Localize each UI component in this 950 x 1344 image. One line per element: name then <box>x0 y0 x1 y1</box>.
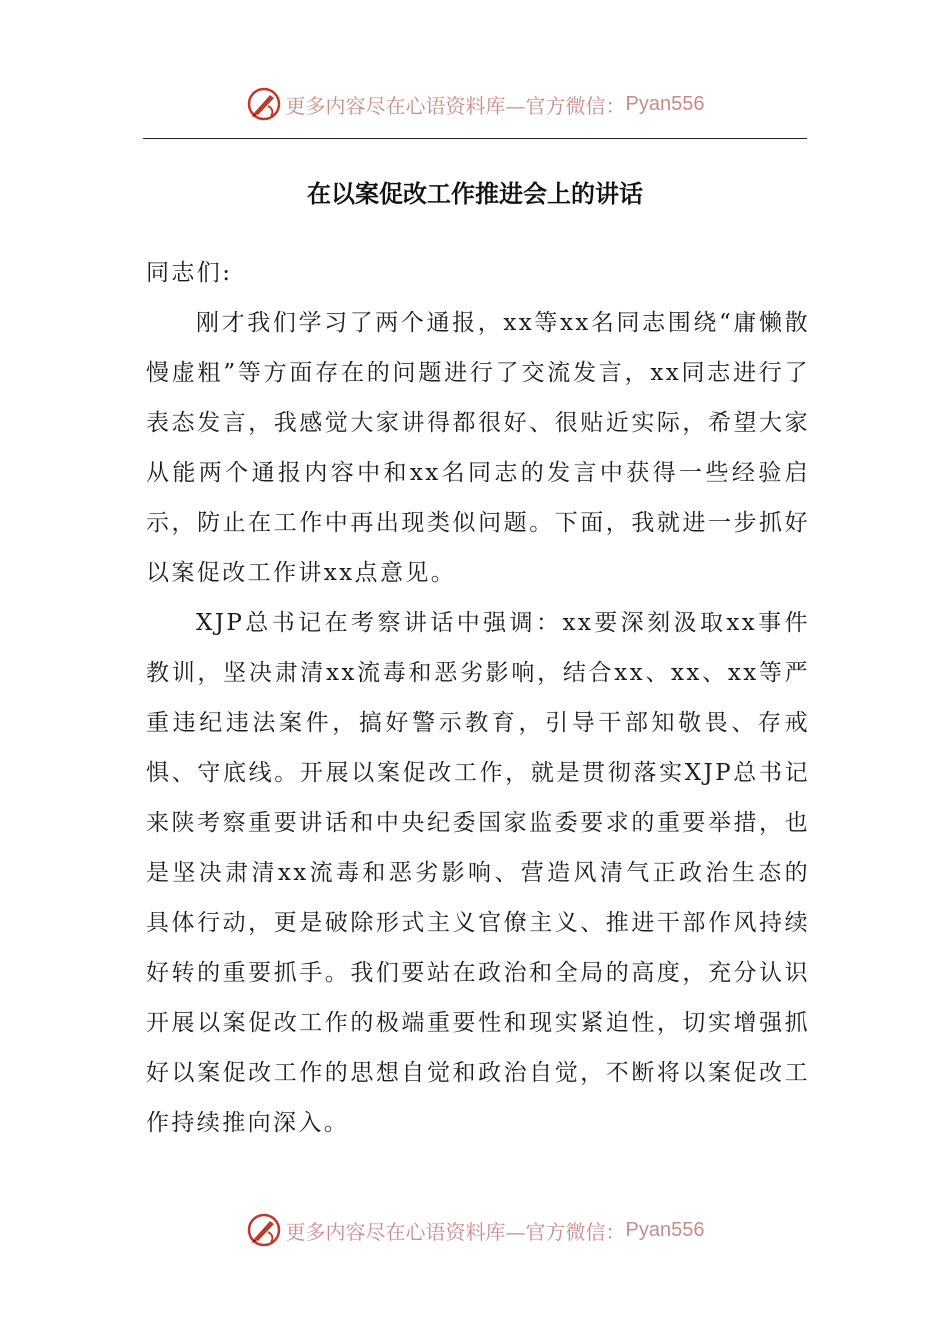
salutation: 同志们: <box>146 260 233 286</box>
header-banner <box>0 84 950 124</box>
paragraph-1: 刚才我们学习了两个通报，xx等xx名同志围绕“庸懒散慢虚粗”等方面存在的问题进行了交流发言，xx同志进行了表态发言，我感觉大家讲得都很好、很贴近实际，希望大家从能两个通报内容中和xx名同志的发言中获得一些经验启示，防止在工作中再出现类似问题。下面，我就进一步抓好以案促改工作讲xx点意见。 <box>146 310 810 586</box>
pen-circle-logo-icon <box>246 1212 282 1248</box>
footer-wechat-id: Pyan556 <box>625 1218 705 1241</box>
document-title: 在以案促改工作推进会上的讲话 <box>307 180 643 208</box>
header-banner-text: 更多内容尽在心语资料库—官方微信： <box>285 93 626 118</box>
header-wechat-id: Pyan556 <box>625 92 705 115</box>
pen-circle-logo-icon <box>246 86 282 122</box>
footer-banner <box>0 1210 950 1250</box>
footer-banner-text: 更多内容尽在心语资料库—官方微信： <box>285 1219 626 1244</box>
paragraph-2: XJP总书记在考察讲话中强调：xx要深刻汲取xx事件教训，坚决肃清xx流毒和恶劣影响，结合xx、xx、xx等严重违纪违法案件，搞好警示教育，引导干部知敬畏、存戒惧、守底线。开展以案促改工作，就是贯彻落实XJP总书记来陕考察重要讲话和中央纪委国家监委要求的重要举措，也是坚决肃清xx流毒和恶劣影响、营造风清气正政治生态的具体行动，更是破除形式主义官僚主义、推进干部作风持续好转的重要抓手。我们要站在政治和全局的高度，充分认识开展以案促改工作的极端重要性和现实紧迫性，切实增强抓好以案促改工作的思想自觉和政治自觉，不断将以案促改工作持续推向深入。 <box>146 610 810 1136</box>
header-divider <box>143 138 807 139</box>
document-body <box>146 248 810 1148</box>
